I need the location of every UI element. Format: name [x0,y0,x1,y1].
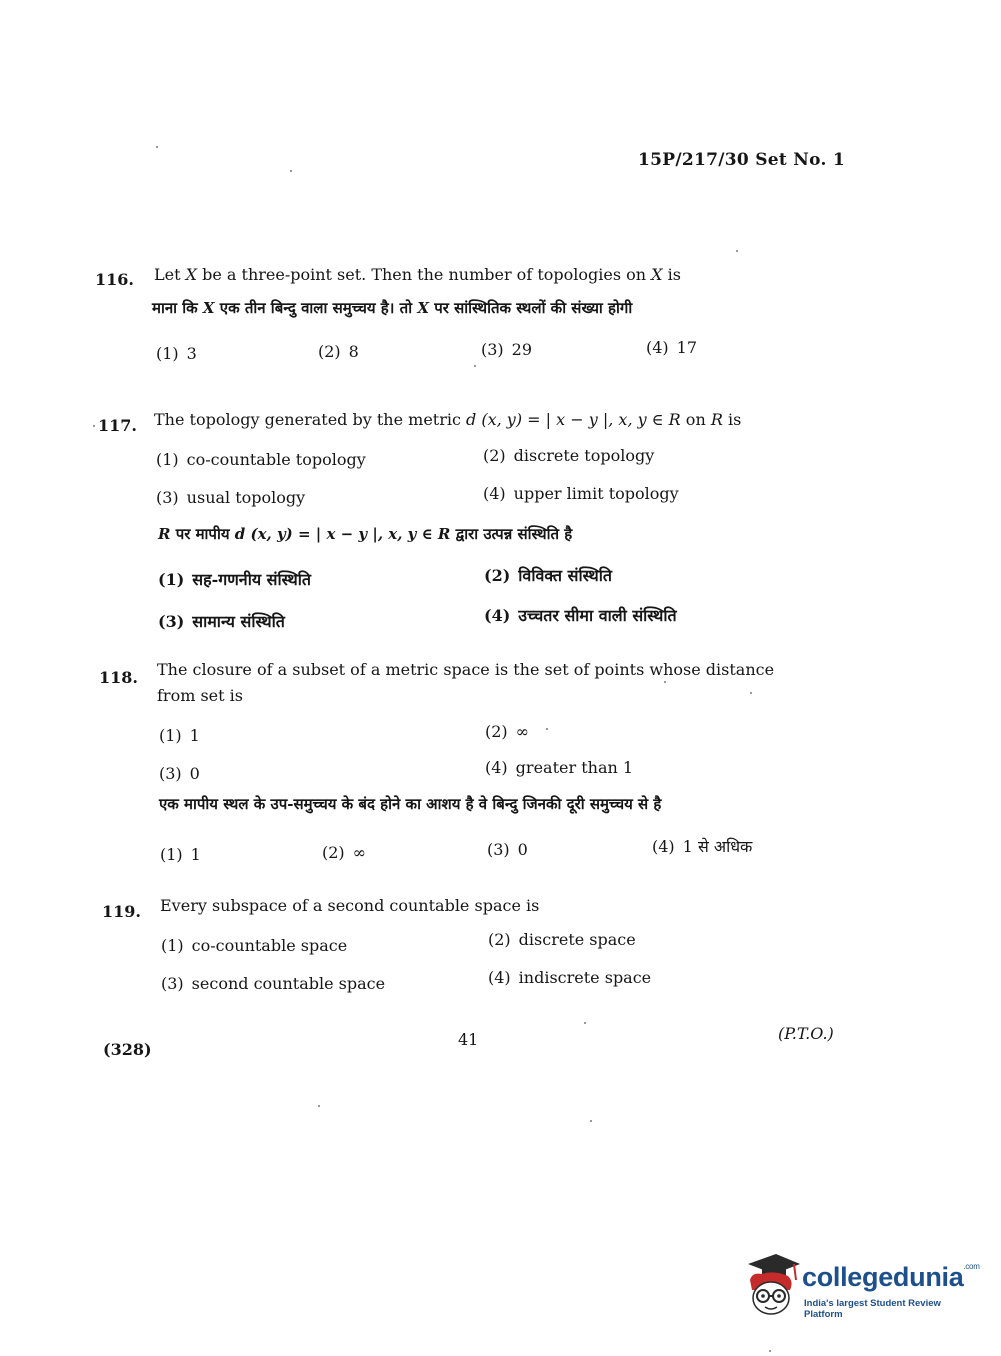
option: (3) usual topology [156,488,306,507]
option: (3) 29 [481,340,533,359]
option: (4) 17 [646,338,698,357]
option: (1) सह-गणनीय संस्थिति [158,570,312,589]
question-number: 117. [98,416,137,435]
question-number: 119. [102,902,141,921]
option: (1) 1 [159,726,200,745]
question-text-hi: माना कि X एक तीन बिन्दु वाला समुच्चय है। तो X पर सांस्थितिक स्थलों की संख्या होगी [152,299,633,317]
pto-label: (P.T.O.) [778,1024,834,1043]
question-text-hi: एक मापीय स्थल के उप-समुच्चय के बंद होने का आशय है वे बिन्दु जिनकी दूरी समुच्चय से है [159,795,662,813]
option: (3) 0 [159,764,200,783]
option: (4) upper limit topology [483,484,679,503]
option: (2) discrete topology [483,446,655,465]
option: (2) 8 [318,342,359,361]
option: (3) second countable space [161,974,386,993]
question-text-en-cont: from set is [157,686,243,705]
option: (1) co-countable topology [156,450,366,469]
option: (2) ∞ [322,843,366,862]
option: (1) co-countable space [161,936,348,955]
option: (4) उच्चतर सीमा वाली संस्थिति [484,606,677,625]
option: (4) 1 से अधिक [652,837,753,856]
question-text-hi: R पर मापीय d (x, y) = | x − y |, x, y ∈ R द्वारा उत्पन्न संस्थिति है [158,525,573,543]
question-text-en: The closure of a subset of a metric space is the set of points whose distance [157,660,775,679]
option: (3) सामान्य संस्थिति [158,612,285,631]
page-number: 41 [458,1030,479,1049]
option: (1) 1 [160,845,201,864]
option: (3) 0 [487,840,528,859]
question-number: 116. [95,270,134,289]
option: (2) ∞ [485,722,529,741]
mascot-icon [742,1250,802,1320]
question-text-en: The topology generated by the metric d (x, y) = | x − y |, x, y ∈ R on R is [154,410,742,429]
option: (2) विविक्त संस्थिति [484,566,612,585]
logo-name: collegedunia$^{.com}$ [802,1262,980,1292]
option: (2) discrete space [488,930,636,949]
set-number: 15P/217/30 Set No. 1 [638,150,846,170]
collegedunia-logo [742,1250,980,1320]
option: (4) indiscrete space [488,968,652,987]
paper-code: (328) [103,1040,152,1059]
option: (1) 3 [156,344,197,363]
question-text-en: Let X be a three-point set. Then the number of topologies on X is [154,265,681,284]
logo-tagline: India's largest Student Review Platform [804,1298,941,1320]
option: (4) greater than 1 [485,758,634,777]
question-text-en: Every subspace of a second countable space is [160,896,540,915]
question-number: 118. [99,668,138,687]
